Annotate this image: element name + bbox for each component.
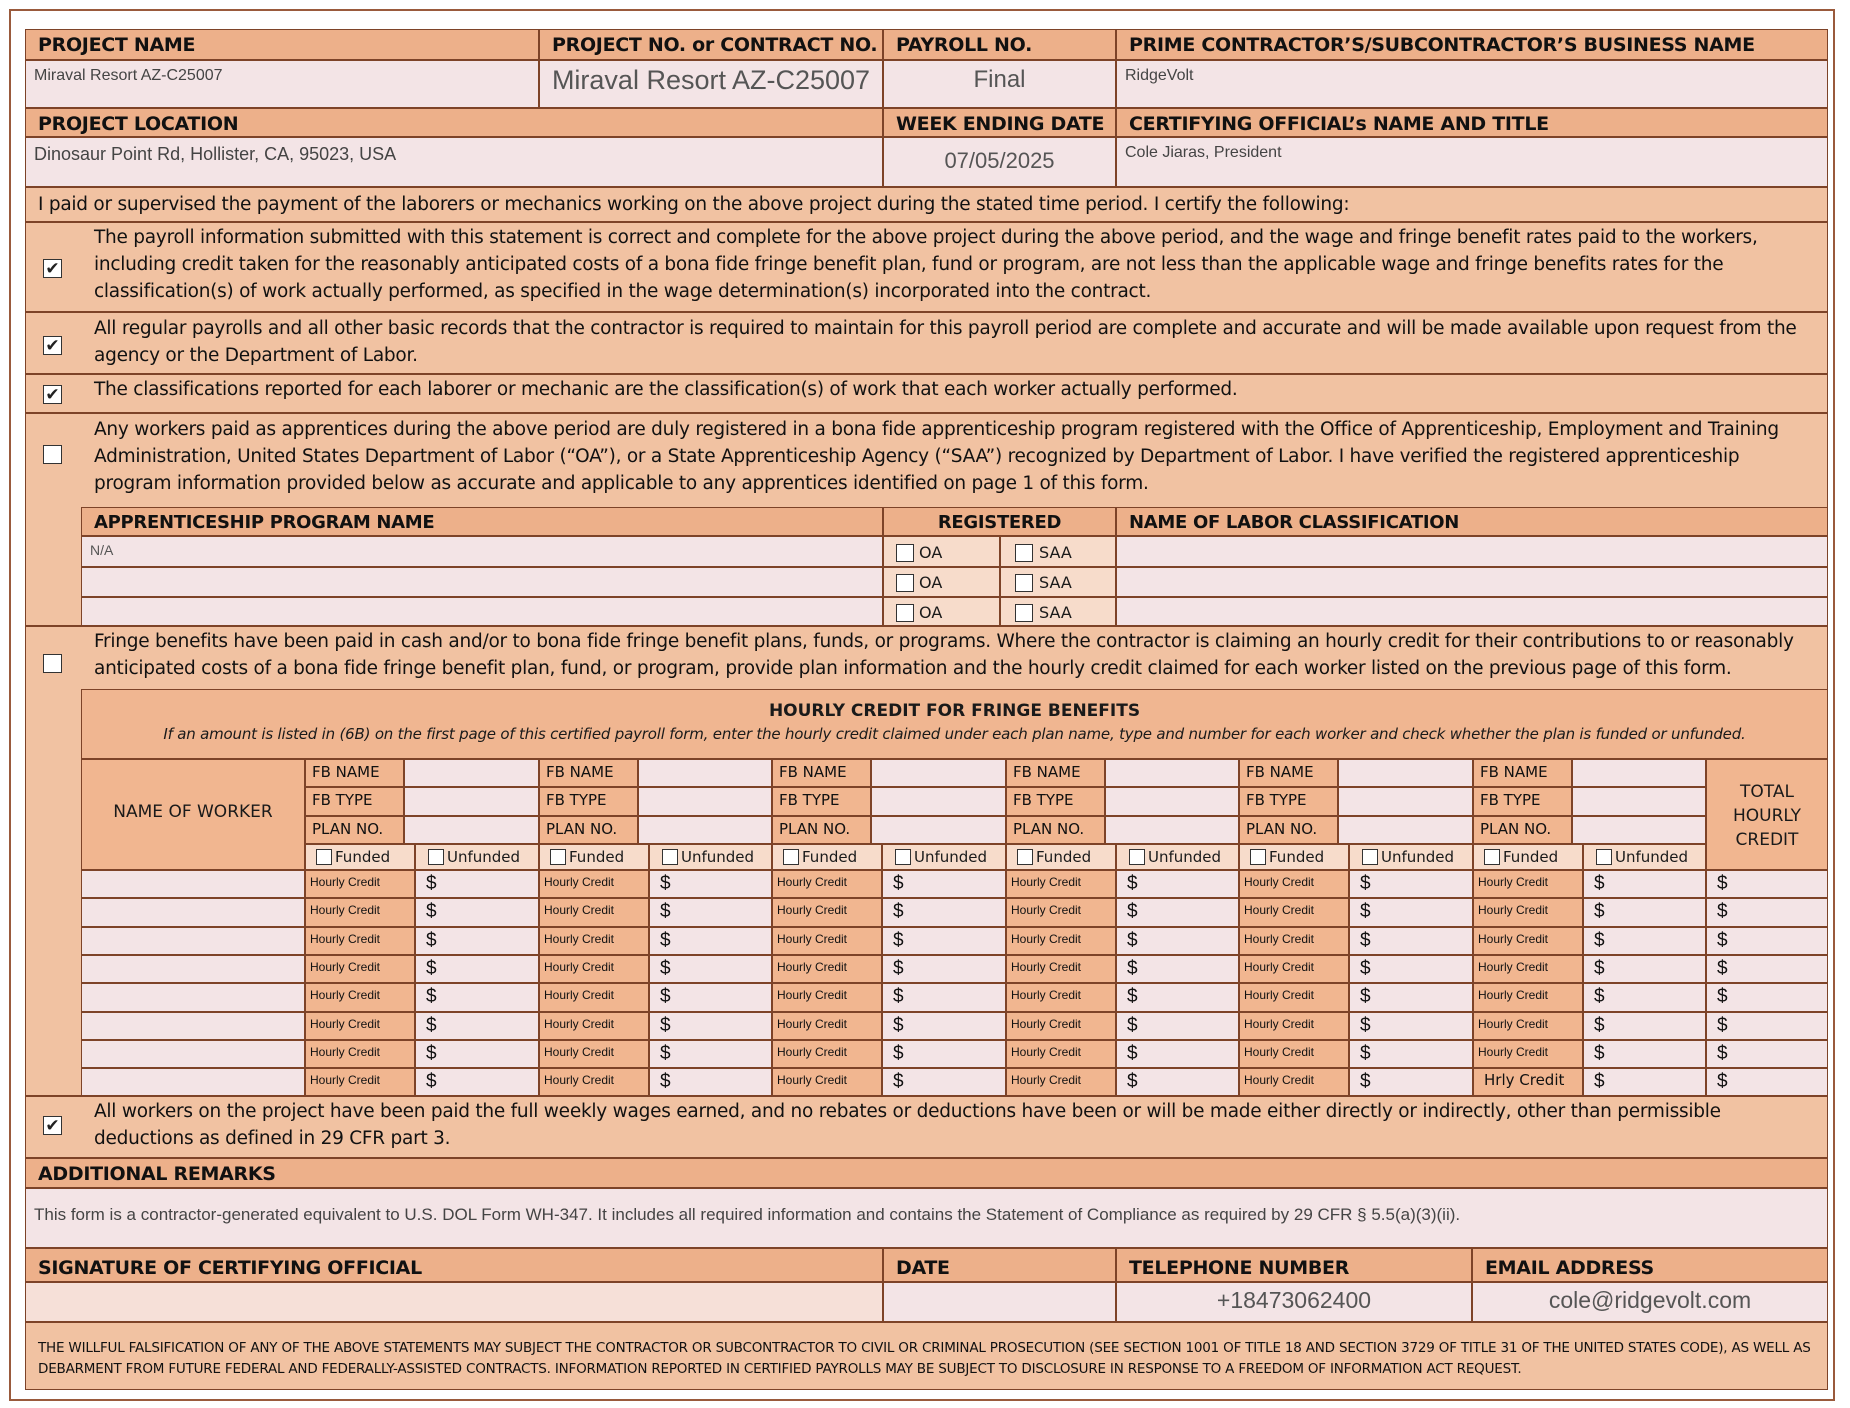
- hourly-credit-field[interactable]: $: [415, 1040, 539, 1068]
- fb-type-label: FB TYPE: [1239, 787, 1338, 816]
- unfunded-checkbox[interactable]: [1362, 849, 1378, 865]
- funded-cell: [539, 844, 649, 870]
- worker-name-header-label: NAME OF WORKER: [113, 802, 273, 822]
- hourly-credit-field[interactable]: $: [1116, 927, 1239, 955]
- hourly-credit-field[interactable]: $: [1349, 1068, 1473, 1096]
- hourly-credit-field[interactable]: $: [1349, 927, 1473, 955]
- fb-type-field[interactable]: [404, 787, 539, 816]
- hourly-credit-label: Hourly Credit: [1006, 1012, 1116, 1040]
- fb-type-field[interactable]: [1105, 787, 1239, 816]
- total-hourly-credit-field[interactable]: $: [1706, 983, 1828, 1012]
- statement-3-checkbox[interactable]: ✔: [43, 385, 62, 404]
- oa-checkbox[interactable]: [896, 574, 914, 592]
- unfunded-cell: [1583, 844, 1706, 870]
- date-field[interactable]: [883, 1282, 1116, 1322]
- hourly-credit-label: Hourly Credit: [1473, 1012, 1583, 1040]
- oa-label: OA: [919, 543, 943, 562]
- additional-remarks-label: ADDITIONAL REMARKS: [25, 1158, 1828, 1188]
- hourly-credit-field[interactable]: $: [1349, 955, 1473, 983]
- hourly-credit-label: Hourly Credit: [772, 1068, 882, 1096]
- funded-label: Funded: [1269, 848, 1325, 866]
- week-ending-label: WEEK ENDING DATE: [883, 108, 1116, 137]
- project-location-field[interactable]: Dinosaur Point Rd, Hollister, CA, 95023, USA: [25, 137, 883, 187]
- worker-name-field[interactable]: [81, 898, 305, 927]
- email-label: EMAIL ADDRESS: [1472, 1248, 1828, 1282]
- unfunded-cell: [1349, 844, 1473, 870]
- hourly-credit-label: Hourly Credit: [772, 898, 882, 927]
- hourly-credit-field[interactable]: $: [1349, 1040, 1473, 1068]
- total-hourly-credit-label: TOTAL HOURLY CREDIT: [1732, 782, 1802, 850]
- statement-5-checkbox[interactable]: [43, 654, 62, 673]
- plan-no-field[interactable]: [404, 816, 539, 844]
- hourly-credit-field[interactable]: $: [882, 898, 1006, 927]
- fb-name-field[interactable]: [638, 759, 772, 787]
- certification-intro: I paid or supervised the payment of the laborers or mechanics working on the above project during the stated time period. I certify the following:: [25, 187, 1828, 222]
- hourly-credit-label: Hourly Credit: [305, 870, 415, 898]
- unfunded-checkbox[interactable]: [1596, 849, 1612, 865]
- funded-checkbox[interactable]: [550, 849, 566, 865]
- hourly-credit-field[interactable]: $: [1116, 1012, 1239, 1040]
- fb-name-field[interactable]: [1105, 759, 1239, 787]
- saa-checkbox[interactable]: [1015, 544, 1033, 562]
- statement-3-text: The classifications reported for each laborer or mechanic are the classification(s) of work that each worker actually performed.: [94, 379, 1238, 400]
- plan-no-label: PLAN NO.: [305, 816, 404, 844]
- hourly-credit-label: Hourly Credit: [1473, 1040, 1583, 1068]
- hourly-credit-label: Hourly Credit: [539, 927, 649, 955]
- hourly-credit-label: Hourly Credit: [772, 927, 882, 955]
- saa-cell: [1000, 597, 1116, 626]
- plan-no-field[interactable]: [1572, 816, 1706, 844]
- hourly-credit-label: Hourly Credit: [1473, 927, 1583, 955]
- worker-name-field[interactable]: [81, 1068, 305, 1096]
- hourly-credit-label: Hourly Credit: [1473, 955, 1583, 983]
- hourly-credit-label: Hourly Credit: [539, 870, 649, 898]
- hourly-credit-field[interactable]: $: [882, 870, 1006, 898]
- statement-6-checkbox[interactable]: ✔: [43, 1116, 62, 1135]
- hourly-credit-field[interactable]: $: [1583, 870, 1706, 898]
- plan-no-field[interactable]: [871, 816, 1006, 844]
- hourly-credit-label: Hourly Credit: [305, 955, 415, 983]
- hourly-credit-field[interactable]: $: [649, 1068, 772, 1096]
- oa-cell: [883, 597, 1000, 626]
- hourly-credit-field[interactable]: $: [649, 955, 772, 983]
- plan-no-label: PLAN NO.: [1239, 816, 1338, 844]
- funded-label: Funded: [1503, 848, 1559, 866]
- unfunded-checkbox[interactable]: [895, 849, 911, 865]
- total-hourly-credit-field[interactable]: $: [1706, 927, 1828, 955]
- hourly-credit-field[interactable]: $: [1349, 898, 1473, 927]
- hourly-credit-field[interactable]: $: [415, 955, 539, 983]
- oa-cell: [883, 567, 1000, 597]
- statement-2-text: All regular payrolls and all other basic records that the contractor is required to maintain for this payroll period are complete and accurate and will be made available upon request from the agency or the Department of Labor.: [94, 318, 1797, 366]
- hourly-credit-label: Hourly Credit: [1239, 898, 1349, 927]
- fb-type-field[interactable]: [871, 787, 1006, 816]
- hourly-credit-field[interactable]: $: [649, 927, 772, 955]
- unfunded-cell: [415, 844, 539, 870]
- hourly-credit-field[interactable]: $: [415, 983, 539, 1012]
- hourly-credit-label: Hourly Credit: [772, 1012, 882, 1040]
- hourly-credit-label: Hourly Credit: [1239, 1068, 1349, 1096]
- total-hourly-credit-field[interactable]: $: [1706, 955, 1828, 983]
- fb-type-label: FB TYPE: [772, 787, 871, 816]
- additional-remarks-field[interactable]: This form is a contractor-generated equivalent to U.S. DOL Form WH-347. It includes all required information and contains the Statement of Compliance as required by 29 CFR § 5.5(a)(3)(ii).: [25, 1188, 1828, 1248]
- fb-type-field[interactable]: [1338, 787, 1473, 816]
- hourly-credit-field[interactable]: $: [882, 1040, 1006, 1068]
- fb-type-label: FB TYPE: [1473, 787, 1572, 816]
- hourly-credit-label: Hourly Credit: [1239, 955, 1349, 983]
- apprentice-program-field[interactable]: [81, 567, 883, 597]
- business-name-label: PRIME CONTRACTOR’S/SUBCONTRACTOR’S BUSINESS NAME: [1116, 29, 1828, 60]
- fb-name-label: FB NAME: [1006, 759, 1105, 787]
- date-label: DATE: [883, 1248, 1116, 1282]
- hourly-credit-field[interactable]: $: [1349, 983, 1473, 1012]
- hourly-credit-field[interactable]: $: [1349, 1012, 1473, 1040]
- funded-checkbox[interactable]: [783, 849, 799, 865]
- statement-1-text: The payroll information submitted with this statement is correct and complete for the above project during the above period, and the wage and fringe benefit rates paid to the workers, including credit taken for the reasonably anticipated costs of a bona fide fringe benefit plan, fund or program, are not less than the applicable wage and fringe benefits rates for the classification(s) of work actually performed, as specified in the wage determination(s) incorporated into the contract.: [94, 227, 1758, 302]
- certifying-official-field[interactable]: Cole Jiaras, President: [1116, 137, 1828, 187]
- unfunded-label: Unfunded: [681, 848, 755, 866]
- hourly-credit-field[interactable]: $: [415, 927, 539, 955]
- hourly-credit-label: Hourly Credit: [305, 1040, 415, 1068]
- funded-cell: [772, 844, 882, 870]
- funded-checkbox[interactable]: [1484, 849, 1500, 865]
- saa-checkbox[interactable]: [1015, 604, 1033, 622]
- hourly-credit-label: Hourly Credit: [539, 1012, 649, 1040]
- statement-4-text: Any workers paid as apprentices during the above period are duly registered in a bona fide apprenticeship program registered with the Office of Apprenticeship, Employment and Training Administration, United States Department of Labor (“OA”), or a State Apprenticeship Agency (“SAA”) recognized by Department of Labor. I have verified the registered apprenticeship program information provided below as accurate and applicable to any apprentices identified on page 1 of this form.: [94, 419, 1779, 494]
- unfunded-cell: [882, 844, 1006, 870]
- hourly-credit-label: Hourly Credit: [1006, 955, 1116, 983]
- total-hourly-credit-field[interactable]: $: [1706, 1068, 1828, 1096]
- project-location-label: PROJECT LOCATION: [25, 108, 883, 137]
- unfunded-checkbox[interactable]: [428, 849, 444, 865]
- fb-name-field[interactable]: [1338, 759, 1473, 787]
- total-hourly-credit-field[interactable]: $: [1706, 1040, 1828, 1068]
- hourly-credit-label: Hourly Credit: [1006, 1068, 1116, 1096]
- hourly-credit-field[interactable]: $: [1116, 898, 1239, 927]
- unfunded-cell: [649, 844, 772, 870]
- fb-name-label: FB NAME: [772, 759, 871, 787]
- hourly-credit-field[interactable]: $: [415, 1068, 539, 1096]
- fb-name-field[interactable]: [871, 759, 1006, 787]
- oa-cell: [883, 536, 1000, 567]
- hourly-credit-label: Hourly Credit: [305, 898, 415, 927]
- plan-no-label: PLAN NO.: [1473, 816, 1572, 844]
- hourly-credit-label: Hourly Credit: [772, 983, 882, 1012]
- hourly-credit-label: Hourly Credit: [1239, 870, 1349, 898]
- saa-cell: [1000, 567, 1116, 597]
- statement-5-text: Fringe benefits have been paid in cash and/or to bona fide fringe benefit plans, funds, or programs. Where the contractor is claiming an hourly credit for their contributions to or reasonably anticipated costs of a bona fide fringe benefit plan, fund, or program, provide plan information and the hourly credit claimed for each worker listed on the previous page of this form.: [94, 631, 1794, 679]
- project-name-field[interactable]: Miraval Resort AZ-C25007: [25, 60, 539, 108]
- unfunded-label: Unfunded: [1381, 848, 1455, 866]
- hourly-credit-field[interactable]: $: [1583, 983, 1706, 1012]
- unfunded-cell: [1116, 844, 1239, 870]
- hourly-credit-label: Hourly Credit: [1006, 983, 1116, 1012]
- labor-classification-field[interactable]: [1116, 567, 1828, 597]
- hourly-credit-label: Hourly Credit: [1473, 870, 1583, 898]
- worker-name-field[interactable]: [81, 1040, 305, 1068]
- statement-2-checkbox[interactable]: ✔: [43, 336, 62, 355]
- plan-no-field[interactable]: [1338, 816, 1473, 844]
- funded-checkbox[interactable]: [1250, 849, 1266, 865]
- hourly-credit-field[interactable]: $: [882, 927, 1006, 955]
- total-hourly-credit-header: [1706, 759, 1828, 870]
- fb-name-field[interactable]: [404, 759, 539, 787]
- unfunded-label: Unfunded: [1148, 848, 1222, 866]
- saa-label: SAA: [1039, 573, 1072, 592]
- hourly-credit-field[interactable]: $: [1583, 1040, 1706, 1068]
- funded-cell: [1239, 844, 1349, 870]
- saa-label: SAA: [1039, 543, 1072, 562]
- project-name-label: PROJECT NAME: [25, 29, 539, 60]
- funded-cell: [305, 844, 415, 870]
- hourly-credit-field[interactable]: $: [1583, 898, 1706, 927]
- hourly-credit-field[interactable]: $: [1349, 870, 1473, 898]
- hourly-credit-field[interactable]: $: [1116, 870, 1239, 898]
- plan-no-label: PLAN NO.: [772, 816, 871, 844]
- fb-name-field[interactable]: [1572, 759, 1706, 787]
- fb-name-label: FB NAME: [539, 759, 638, 787]
- saa-label: SAA: [1039, 603, 1072, 622]
- email-field[interactable]: cole@ridgevolt.com: [1472, 1282, 1828, 1322]
- hourly-credit-field[interactable]: $: [1116, 983, 1239, 1012]
- hourly-credit-label: Hourly Credit: [1239, 1012, 1349, 1040]
- hourly-credit-label: Hourly Credit: [772, 955, 882, 983]
- hourly-credit-label: Hourly Credit: [539, 955, 649, 983]
- unfunded-checkbox[interactable]: [1129, 849, 1145, 865]
- funded-checkbox[interactable]: [316, 849, 332, 865]
- hourly-credit-label: Hourly Credit: [539, 1040, 649, 1068]
- worker-name-field[interactable]: [81, 955, 305, 983]
- apprenticeship-program-label: APPRENTICESHIP PROGRAM NAME: [81, 507, 883, 536]
- hourly-credit-field[interactable]: $: [1116, 1068, 1239, 1096]
- hourly-credit-field[interactable]: $: [882, 1012, 1006, 1040]
- oa-label: OA: [919, 603, 943, 622]
- worker-name-field[interactable]: [81, 1012, 305, 1040]
- hourly-credit-field[interactable]: $: [1116, 1040, 1239, 1068]
- worker-name-field[interactable]: [81, 983, 305, 1012]
- funded-label: Funded: [1036, 848, 1092, 866]
- hourly-credit-label: Hourly Credit: [1239, 927, 1349, 955]
- oa-checkbox[interactable]: [896, 544, 914, 562]
- hourly-credit-field[interactable]: $: [1583, 1012, 1706, 1040]
- hourly-credit-label: Hourly Credit: [1006, 870, 1116, 898]
- fb-type-field[interactable]: [638, 787, 772, 816]
- plan-no-label: PLAN NO.: [1006, 816, 1105, 844]
- hourly-credit-field[interactable]: $: [415, 898, 539, 927]
- labor-classification-field[interactable]: [1116, 536, 1828, 567]
- fringe-subtitle: If an amount is listed in (6B) on the first page of this certified payroll form, enter the hourly credit claimed under each plan name, type and number for each worker and check whether the plan is funded or unfunded.: [163, 725, 1746, 743]
- oa-label: OA: [919, 573, 943, 592]
- hourly-credit-field[interactable]: $: [882, 983, 1006, 1012]
- worker-name-field[interactable]: [81, 870, 305, 898]
- funded-label: Funded: [569, 848, 625, 866]
- funded-label: Funded: [335, 848, 391, 866]
- hourly-credit-label: Hourly Credit: [772, 870, 882, 898]
- statement-1-checkbox[interactable]: ✔: [43, 259, 62, 278]
- funded-cell: [1006, 844, 1116, 870]
- hourly-credit-label: Hourly Credit: [1006, 898, 1116, 927]
- hourly-credit-field[interactable]: $: [649, 1040, 772, 1068]
- fb-type-label: FB TYPE: [305, 787, 404, 816]
- fb-type-field[interactable]: [1572, 787, 1706, 816]
- week-ending-field[interactable]: 07/05/2025: [883, 137, 1116, 187]
- hourly-credit-label: Hourly Credit: [305, 1012, 415, 1040]
- hourly-credit-field[interactable]: $: [649, 898, 772, 927]
- fringe-title-block: [81, 689, 1828, 759]
- funded-checkbox[interactable]: [1017, 849, 1033, 865]
- worker-name-header: [81, 759, 305, 870]
- hourly-credit-label: Hourly Credit: [539, 1068, 649, 1096]
- telephone-field[interactable]: +18473062400: [1116, 1282, 1472, 1322]
- hourly-credit-field[interactable]: $: [649, 870, 772, 898]
- hourly-credit-field[interactable]: $: [415, 870, 539, 898]
- hourly-credit-label: Hourly Credit: [1239, 1040, 1349, 1068]
- signature-label: SIGNATURE OF CERTIFYING OFFICIAL: [25, 1248, 883, 1282]
- hourly-credit-label: Hrly Credit: [1473, 1068, 1583, 1096]
- worker-name-field[interactable]: [81, 927, 305, 955]
- hourly-credit-label: Hourly Credit: [539, 898, 649, 927]
- hourly-credit-label: Hourly Credit: [1006, 927, 1116, 955]
- statement-6-text: All workers on the project have been paid the full weekly wages earned, and no rebates or deductions have been or will be made either directly or indirectly, other than permissible deductions as defined in 29 CFR part 3.: [94, 1101, 1721, 1149]
- unfunded-checkbox[interactable]: [662, 849, 678, 865]
- fringe-title: HOURLY CREDIT FOR FRINGE BENEFITS: [768, 701, 1141, 721]
- hourly-credit-label: Hourly Credit: [305, 927, 415, 955]
- hourly-credit-field[interactable]: $: [882, 1068, 1006, 1096]
- hourly-credit-label: Hourly Credit: [305, 1068, 415, 1096]
- hourly-credit-label: Hourly Credit: [1239, 983, 1349, 1012]
- hourly-credit-field[interactable]: $: [415, 1012, 539, 1040]
- hourly-credit-field[interactable]: $: [1583, 927, 1706, 955]
- hourly-credit-label: Hourly Credit: [305, 983, 415, 1012]
- labor-classification-label: NAME OF LABOR CLASSIFICATION: [1116, 507, 1828, 536]
- falsification-warning: THE WILLFUL FALSIFICATION OF ANY OF THE ABOVE STATEMENTS MAY SUBJECT THE CONTRACTOR OR SUBCONTRACTOR TO CIVIL OR CRIMINAL PROSECUTION (SEE SECTION 1001 OF TITLE 18 AND SECTION 3729 OF TITLE 31 OF THE UNITED STATES CODE), AS WELL AS DEBARMENT FROM FUTURE FEDERAL AND FEDERALLY-ASSISTED CONTRACTS. INFORMATION REPORTED IN CERTIFIED PAYROLLS MAY BE SUBJECT TO DISCLOSURE IN RESPONSE TO A FREEDOM OF INFORMATION ACT REQUEST.: [25, 1322, 1828, 1390]
- hourly-credit-field[interactable]: $: [1583, 1068, 1706, 1096]
- total-hourly-credit-field[interactable]: $: [1706, 1012, 1828, 1040]
- payroll-no-label: PAYROLL NO.: [883, 29, 1116, 60]
- project-no-field[interactable]: Miraval Resort AZ-C25007: [539, 60, 883, 108]
- fb-type-label: FB TYPE: [1006, 787, 1105, 816]
- certifying-official-label: CERTIFYING OFFICIAL’s NAME AND TITLE: [1116, 108, 1828, 137]
- telephone-label: TELEPHONE NUMBER: [1116, 1248, 1472, 1282]
- funded-label: Funded: [802, 848, 858, 866]
- hourly-credit-field[interactable]: $: [882, 955, 1006, 983]
- funded-cell: [1473, 844, 1583, 870]
- fb-name-label: FB NAME: [1473, 759, 1572, 787]
- fb-type-label: FB TYPE: [539, 787, 638, 816]
- hourly-credit-label: Hourly Credit: [1473, 983, 1583, 1012]
- hourly-credit-field[interactable]: $: [649, 983, 772, 1012]
- plan-no-label: PLAN NO.: [539, 816, 638, 844]
- hourly-credit-label: Hourly Credit: [1473, 898, 1583, 927]
- registered-label: REGISTERED: [883, 507, 1116, 536]
- saa-checkbox[interactable]: [1015, 574, 1033, 592]
- unfunded-label: Unfunded: [1615, 848, 1689, 866]
- total-hourly-credit-field[interactable]: $: [1706, 898, 1828, 927]
- oa-checkbox[interactable]: [896, 604, 914, 622]
- business-name-field[interactable]: RidgeVolt: [1116, 60, 1828, 108]
- payroll-no-field[interactable]: Final: [883, 60, 1116, 108]
- hourly-credit-label: Hourly Credit: [772, 1040, 882, 1068]
- hourly-credit-field[interactable]: $: [649, 1012, 772, 1040]
- apprentice-program-field[interactable]: [81, 597, 883, 626]
- plan-no-field[interactable]: [1105, 816, 1239, 844]
- hourly-credit-label: Hourly Credit: [539, 983, 649, 1012]
- total-hourly-credit-field[interactable]: $: [1706, 870, 1828, 898]
- hourly-credit-label: Hourly Credit: [1006, 1040, 1116, 1068]
- statement-4-checkbox[interactable]: [43, 445, 62, 464]
- fb-name-label: FB NAME: [1239, 759, 1338, 787]
- hourly-credit-field[interactable]: $: [1583, 955, 1706, 983]
- fb-name-label: FB NAME: [305, 759, 404, 787]
- plan-no-field[interactable]: [638, 816, 772, 844]
- saa-cell: [1000, 536, 1116, 567]
- apprentice-program-field[interactable]: N/A: [81, 536, 883, 567]
- signature-field[interactable]: [25, 1282, 883, 1322]
- hourly-credit-field[interactable]: $: [1116, 955, 1239, 983]
- unfunded-label: Unfunded: [914, 848, 988, 866]
- project-no-label: PROJECT NO. or CONTRACT NO.: [539, 29, 883, 60]
- labor-classification-field[interactable]: [1116, 597, 1828, 626]
- unfunded-label: Unfunded: [447, 848, 521, 866]
